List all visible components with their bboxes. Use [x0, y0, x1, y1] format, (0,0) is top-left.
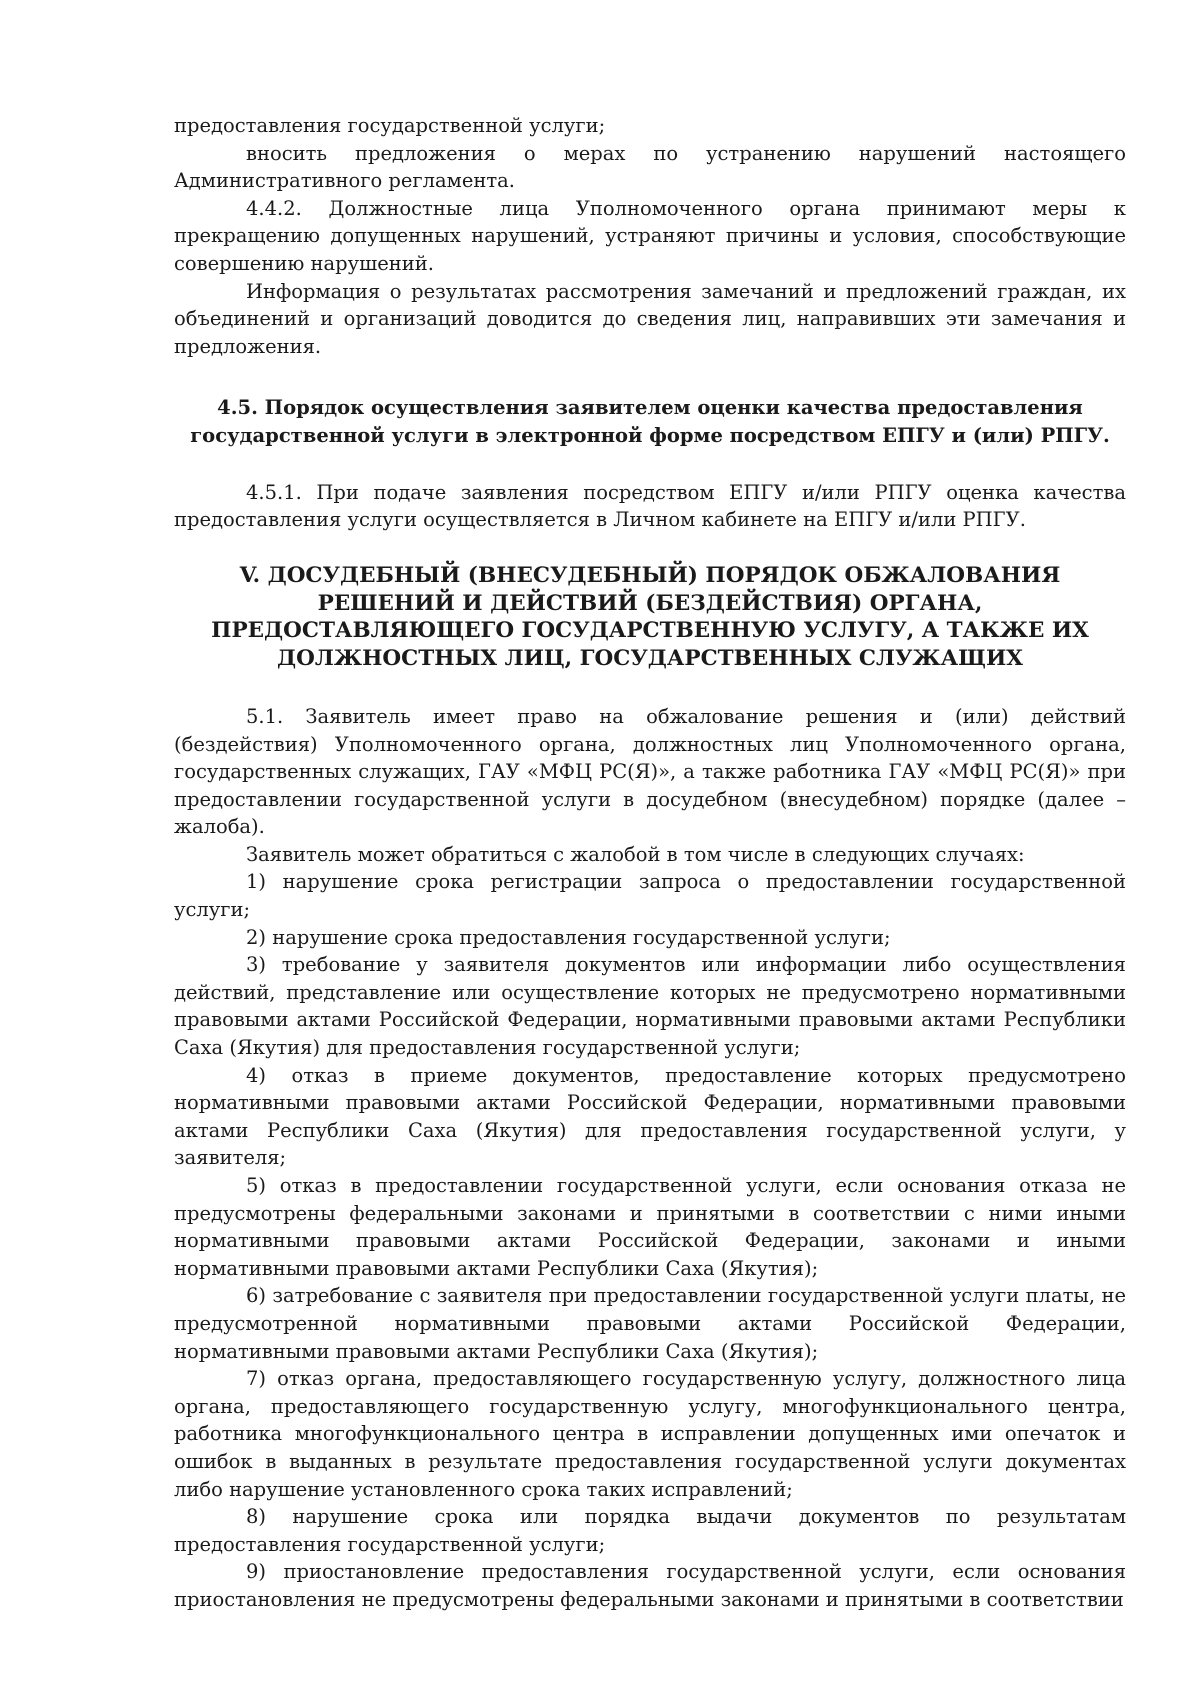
- list-item-8: 8) нарушение срока или порядка выдачи документов по результатам предоставления государственной услуги;: [174, 1505, 1126, 1556]
- list-item-6: 6) затребование с заявителя при предоставлении государственной услуги платы, не предусмотренной нормативными правовыми актами Российской Федерации, нормативными правовыми актами Республики Саха (Якутия);: [174, 1284, 1126, 1363]
- paragraph-cases-intro: Заявитель может обратиться с жалобой в том числе в следующих случаях:: [246, 842, 1025, 866]
- list-item-4: 4) отказ в приеме документов, предоставление которых предусмотрено нормативными правовыми актами Российской Федерации, нормативными правовыми актами Республики Саха (Якутия) для предоставления государственной услуги, у заявителя;: [174, 1063, 1126, 1170]
- list-item-2: 2) нарушение срока предоставления государственной услуги;: [246, 925, 891, 949]
- heading-section-5: V. ДОСУДЕБНЫЙ (ВНЕСУДЕБНЫЙ) ПОРЯДОК ОБЖАЛОВАНИЯ РЕШЕНИЙ И ДЕЙСТВИЙ (БЕЗДЕЙСТВИЯ) ОРГАНА, ПРЕДОСТАВЛЯЮЩЕГО ГОСУДАРСТВЕННУЮ УСЛУГУ, А ТАКЖЕ ИХ ДОЛЖНОСТНЫХ ЛИЦ, ГОСУДАРСТВЕННЫХ СЛУЖАЩИХ: [211, 562, 1089, 672]
- list-item-1: 1) нарушение срока регистрации запроса о предоставлении государственной услуги;: [174, 870, 1126, 922]
- heading-4-5: 4.5. Порядок осуществления заявителем оценки качества предоставления государственной услуги в электронной форме посредством ЕПГУ и (или) РПГУ.: [190, 396, 1110, 447]
- paragraph-4-5-1: 4.5.1. При подаче заявления посредством ЕПГУ и/или РПГУ оценка качества предоставления услуги осуществляется в Личном кабинете на ЕПГУ и/или РПГУ.: [174, 480, 1126, 532]
- paragraph-5-1: 5.1. Заявитель имеет право на обжалование решения и (или) действий (бездействия) Уполномоченного органа, должностных лиц Уполномоченного органа, государственных служащих, ГАУ «МФЦ РС(Я)», а также работника ГАУ «МФЦ РС(Я)» при предоставлении государственной услуги в досудебном (внесудебном) порядке (далее – жалоба).: [174, 704, 1126, 839]
- list-item-7: 7) отказ органа, предоставляющего государственную услугу, должностного лица органа, предоставляющего государственную услугу, многофункционального центра, работника многофункционального центра в исправлении допущенных ими опечаток и ошибок в выданных в результате предоставления государственной услуги документах либо нарушение установленного срока таких исправлений;: [174, 1367, 1126, 1501]
- list-item-9: 9) приостановление предоставления государственной услуги, если основания приостановления не предусмотрены федеральными законами и принятыми в соответствии: [174, 1560, 1126, 1611]
- list-item-5: 5) отказ в предоставлении государственной услуги, если основания отказа не предусмотрены федеральными законами и принятыми в соответствии с ними иными нормативными правовыми актами Российской Федерации, законами и иными нормативными правовыми актами Республики Саха (Якутия);: [174, 1174, 1126, 1280]
- paragraph-proposals: вносить предложения о мерах по устранению нарушений настоящего Административного регламента.: [174, 141, 1126, 193]
- list-item-3: 3) требование у заявителя документов или информации либо осуществления действий, представление или осуществление которых не предусмотрено нормативными правовыми актами Российской Федерации, нормативными правовыми актами Республики Саха (Якутия) для предоставления государственной услуги;: [174, 953, 1126, 1060]
- document-page: [174, 112, 1126, 1614]
- paragraph-4-4-2: 4.4.2. Должностные лица Уполномоченного органа принимают меры к прекращению допущенных нарушений, устраняют причины и условия, способствующие совершению нарушений.: [174, 196, 1126, 275]
- paragraph-information: Информация о результатах рассмотрения замечаний и предложений граждан, их объединений и организаций доводится до сведения лиц, направивших эти замечания и предложения.: [174, 279, 1126, 358]
- paragraph-continuation: предоставления государственной услуги;: [174, 114, 606, 137]
